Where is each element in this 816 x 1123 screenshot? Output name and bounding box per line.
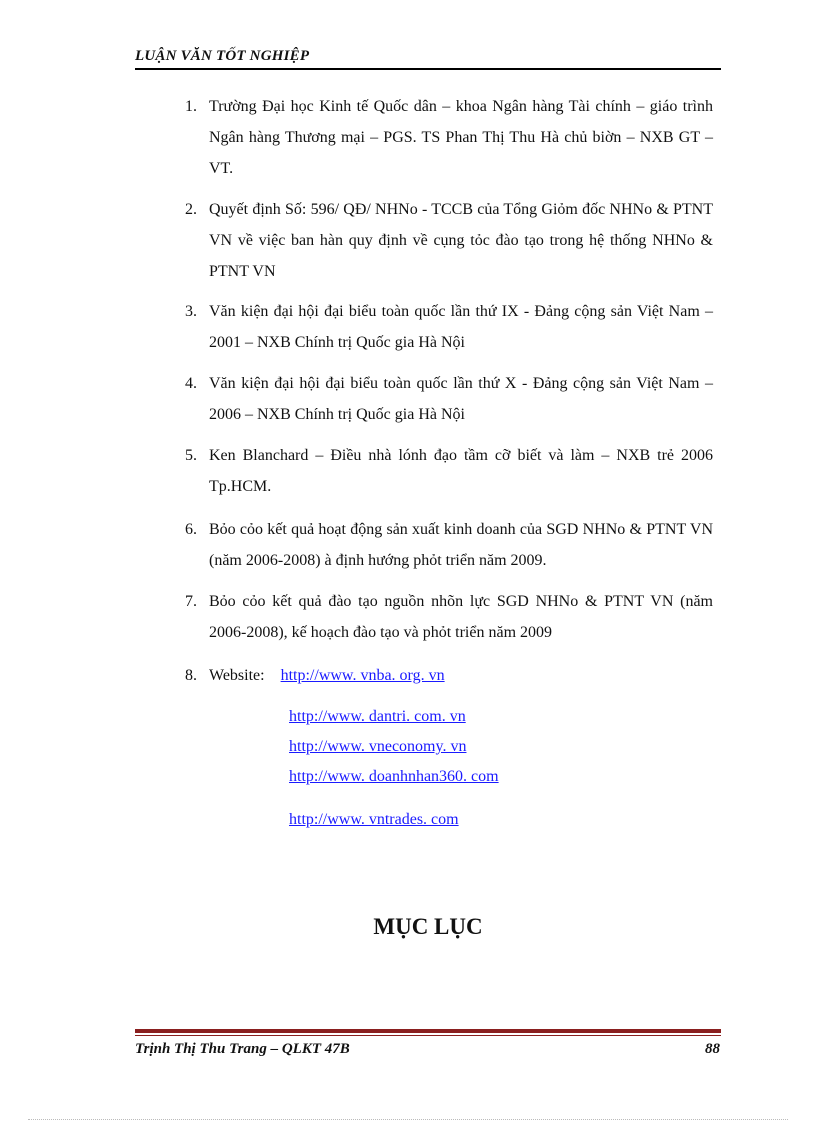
website-line <box>209 660 713 691</box>
reference-number: 8. <box>185 667 197 684</box>
reference-text: Ken Blanchard – Điều nhà lónh đạo tầm cỡ biết và làm – NXB trẻ 2006 Tp.HCM. <box>209 447 713 495</box>
reference-number: 4. <box>185 375 197 392</box>
reference-text: Trường Đại học Kinh tế Quốc dân – khoa Ngân hàng Tài chính – giáo trình Ngân hàng Thương mại – PGS. TS Phan Thị Thu Hà chủ biờn – NXB GT – VT. <box>209 98 713 177</box>
reference-number: 3. <box>185 303 197 320</box>
website-link[interactable]: http://www. vnba. org. vn <box>280 667 445 684</box>
running-header-title: LUẬN VĂN TỐT NGHIỆP <box>135 48 310 64</box>
website-link[interactable]: http://www. dantri. com. vn <box>289 708 466 725</box>
website-link[interactable]: http://www. doanhnhan360. com <box>289 768 499 785</box>
website-link-row <box>289 707 466 727</box>
reference-text: Văn kiện đại hội đại biểu toàn quốc lần thứ IX - Đảng cộng sản Việt Nam – 2001 – NXB Chính trị Quốc gia Hà Nội <box>209 303 713 351</box>
reference-text: Văn kiện đại hội đại biểu toàn quốc lần thứ X - Đảng cộng sản Việt Nam – 2006 – NXB Chính trị Quốc gia Hà Nội <box>209 375 713 423</box>
reference-text: Bỏo cỏo kết quả hoạt động sản xuất kinh doanh của SGD NHNo & PTNT VN (năm 2006-2008) à định hướng phỏt triển năm 2009. <box>209 521 713 569</box>
reference-number: 6. <box>185 521 197 538</box>
footer-rule-thin <box>135 1035 721 1036</box>
website-link-row <box>289 810 459 830</box>
reference-number: 5. <box>185 447 197 464</box>
website-link-row <box>289 737 466 757</box>
reference-number: 7. <box>185 593 197 610</box>
reference-number: 1. <box>185 98 197 115</box>
website-link[interactable]: http://www. vntrades. com <box>289 811 459 828</box>
reference-text: Bỏo cỏo kết quả đào tạo nguồn nhõn lực SGD NHNo & PTNT VN (năm 2006-2008), kế hoạch đào tạo và phỏt triển năm 2009 <box>209 593 713 641</box>
website-label: Website: <box>209 667 265 684</box>
page-bottom-divider <box>28 1119 788 1120</box>
reference-text: Quyết định Số: 596/ QĐ/ NHNo - TCCB của Tổng Giỏm đốc NHNo & PTNT VN về việc ban hàn quy định về cụng tỏc đào tạo trong hệ thống NHNo & PTNT VN <box>209 201 713 280</box>
footer-author: Trịnh Thị Thu Trang – QLKT 47B <box>135 1041 350 1057</box>
website-link[interactable]: http://www. vneconomy. vn <box>289 738 467 755</box>
page-number: 88 <box>705 1041 720 1057</box>
reference-number: 2. <box>185 201 197 218</box>
website-link-row <box>289 767 499 787</box>
table-of-contents-heading: MỤC LỤC <box>373 914 483 939</box>
footer-rule <box>135 1029 721 1033</box>
header-rule <box>135 68 721 70</box>
